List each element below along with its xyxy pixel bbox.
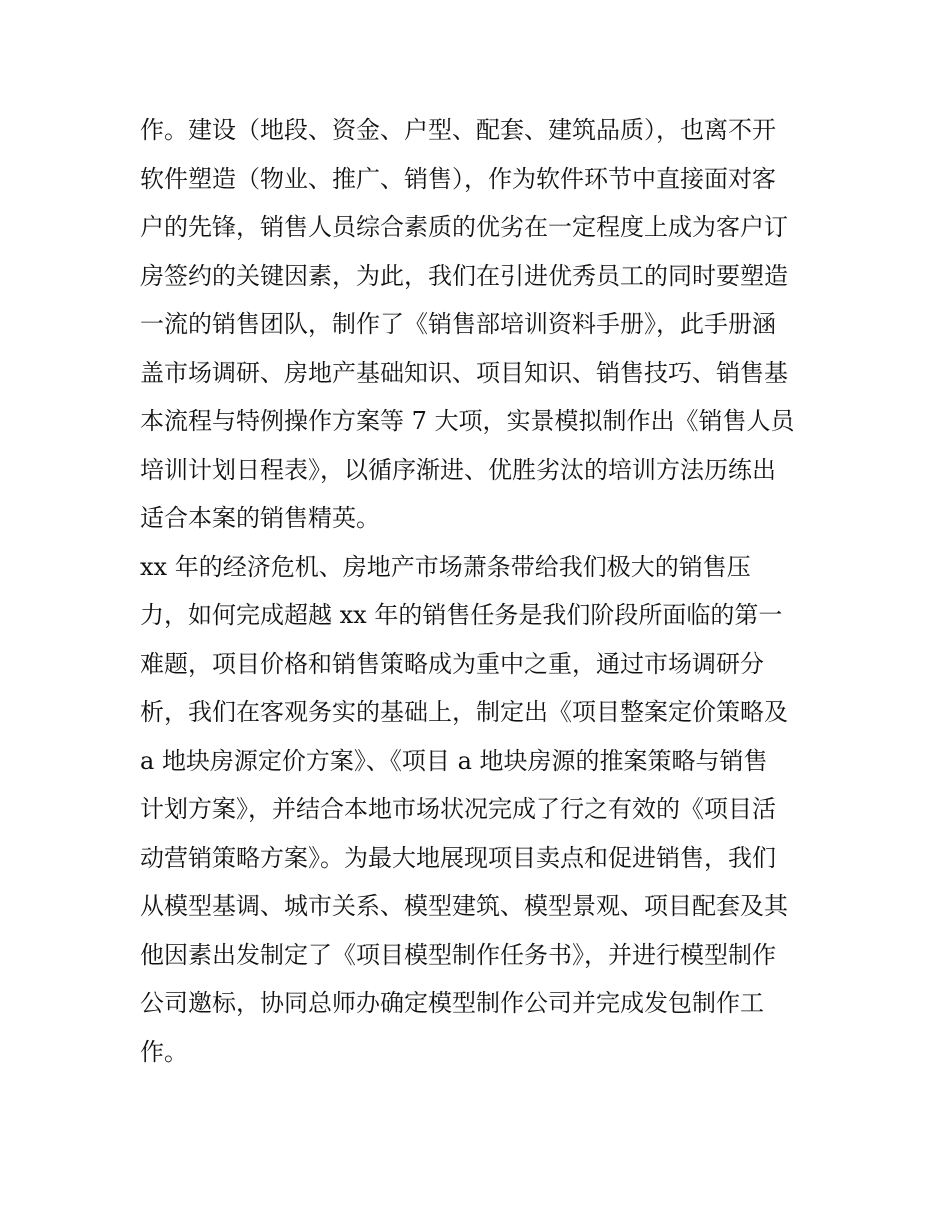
text-line: 他因素出发制定了《项目模型制作任务书》，并进行模型制作 xyxy=(140,940,776,969)
text-line: 作。建设（地段、资金、户型、配套、建筑品质），也离不开 xyxy=(140,116,776,144)
text-line: 难题，项目价格和销售策略成为重中之重，通过市场调研分 xyxy=(140,649,764,678)
text-line: 适合本案的销售精英。 xyxy=(140,504,380,532)
text-line: 计划方案》，并结合本地市场状况完成了行之有效的《项目活 xyxy=(140,795,776,823)
text-line: 房签约的关键因素，为此，我们在引进优秀员工的同时要塑造 xyxy=(140,261,788,290)
text-line: 动营销策略方案》。为最大地展现项目卖点和促进销售，我们 xyxy=(140,843,776,872)
text-line: 培训计划日程表》，以循序渐进、优胜劣汰的培训方法历练出 xyxy=(140,455,776,484)
text-line: 公司邀标，协同总师办确定模型制作公司并完成发包制作工 xyxy=(140,989,764,1017)
text-line: 力，如何完成超越 xx 年的销售任务是我们阶段所面临的第一 xyxy=(140,601,783,629)
text-line: 本流程与特例操作方案等 7 大项，实景模拟制作出《销售人员 xyxy=(140,407,795,435)
text-line: 软件塑造（物业、推广、销售），作为软件环节中直接面对客 xyxy=(140,164,776,193)
text-line: 盖市场调研、房地产基础知识、项目知识、销售技巧、销售基 xyxy=(140,358,788,387)
document-body xyxy=(140,106,820,1076)
text-line: 作。 xyxy=(140,1037,188,1066)
paragraph-1 xyxy=(140,106,820,543)
text-line: 户的先锋，销售人员综合素质的优劣在一定程度上成为客户订 xyxy=(140,213,788,241)
text-line: 一流的销售团队，制作了《销售部培训资料手册》，此手册涵 xyxy=(140,310,776,338)
text-line: a 地块房源定价方案》、《项目 a 地块房源的推案策略与销售 xyxy=(140,746,768,775)
text-line: xx 年的经济危机、房地产市场萧条带给我们极大的销售压 xyxy=(140,552,751,581)
paragraph-2 xyxy=(140,543,820,1077)
text-line: 析，我们在客观务实的基础上，制定出《项目整案定价策略及 xyxy=(140,698,788,726)
text-line: 从模型基调、城市关系、模型建筑、模型景观、项目配套及其 xyxy=(140,892,788,920)
